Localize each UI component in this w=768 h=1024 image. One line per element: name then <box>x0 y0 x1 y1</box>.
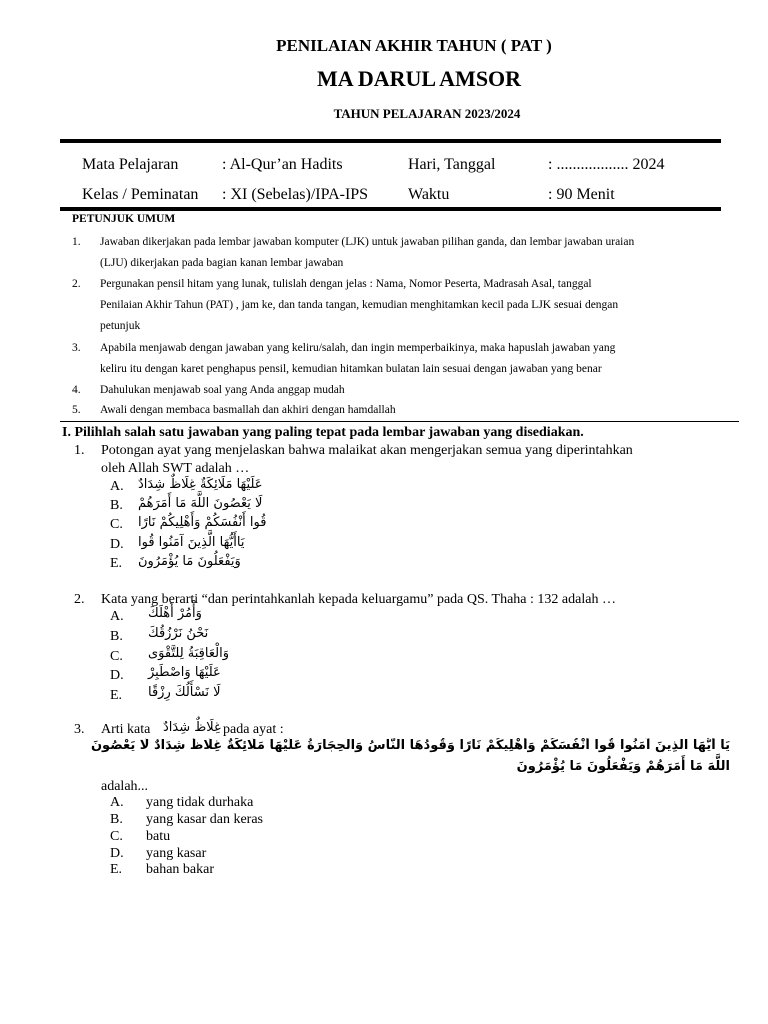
question-number: 1. <box>74 443 85 458</box>
question-number: 2. <box>74 592 85 607</box>
subject-value: : Al-Qur’an Hadits <box>222 156 343 173</box>
option-letter: E. <box>110 556 123 571</box>
school-name: MA DARUL AMSOR <box>316 66 522 91</box>
question-text: Potongan ayat yang menjelaskan bahwa malaikat akan mengerjakan semua yang diperintahkan <box>101 443 633 458</box>
instruction-number: 4. <box>72 384 81 396</box>
instructions-title: PETUNJUK UMUM <box>72 213 176 225</box>
instruction-line: petunjuk <box>100 320 141 332</box>
date-value: : .................. 2024 <box>548 156 665 173</box>
option-arabic[interactable]: عَلَيْهَا مَلَائِكَةٌ غِلَاظٌ شِدَادٌ <box>138 477 263 492</box>
question-arabic-word: غِلَاظٌ شِدَادٌ <box>163 720 221 735</box>
academic-year: TAHUN PELAJARAN 2023/2024 <box>333 106 521 121</box>
option-letter: E. <box>110 688 123 703</box>
question-text: Arti kata <box>101 722 151 737</box>
question-text: Kata yang berarti “dan perintahkanlah kepada keluargamu” pada QS. Thaha : 132 adalah … <box>101 592 616 607</box>
exam-title: PENILAIAN AKHIR TAHUN ( PAT ) <box>276 36 552 55</box>
question-number: 3. <box>74 722 85 737</box>
option-letter: C. <box>110 517 123 532</box>
option-arabic[interactable]: لَا يَعْصُونَ اللَّهَ مَا أَمَرَهُمْ <box>138 496 263 511</box>
instruction-line: Dahulukan menjawab soal yang Anda anggap mudah <box>100 384 345 396</box>
instruction-line: keliru itu dengan karet penghapus pensil, kemudian hitamkan bulatan lain sesuai dengan jawaban yang benar <box>100 363 602 375</box>
option-letter: D. <box>110 846 124 861</box>
option-text[interactable]: yang kasar <box>146 846 207 861</box>
section-heading: I. Pilihlah salah satu jawaban yang paling tepat pada lembar jawaban yang disediakan. <box>62 425 584 440</box>
instructions-divider <box>60 421 739 422</box>
time-label: Waktu <box>408 186 450 203</box>
option-arabic[interactable]: نَحْنُ نَرْزُقُكَ <box>148 626 209 641</box>
instruction-line: Pergunakan pensil hitam yang lunak, tulislah dengan jelas : Nama, Nomor Peserta, Madrasah Asal, tanggal <box>100 278 592 290</box>
option-letter: C. <box>110 829 123 844</box>
option-letter: D. <box>110 537 124 552</box>
option-arabic[interactable]: وَأْمُرْ أَهْلَكَ <box>148 606 202 621</box>
ayat-text: يَا أَيُّهَا الَّذِينَ آمَنُوا قُوا أَنْفُسَكُمْ وَأَهْلِيكُمْ نَارًا وَقُودُهَا النَّاسُ وَالْحِجَارَةُ عَلَيْهَا مَلَائِكَةٌ غِلَاظٌ شِدَادٌ لَا يَعْصُونَ <box>90 738 730 753</box>
header-divider <box>60 139 721 143</box>
option-letter: C. <box>110 649 123 664</box>
option-letter: A. <box>110 479 124 494</box>
question-text: pada ayat : <box>223 722 284 737</box>
class-label: Kelas / Peminatan <box>82 186 199 203</box>
option-letter: A. <box>110 795 124 810</box>
class-value: : XI (Sebelas)/IPA-IPS <box>222 186 369 203</box>
question-text: oleh Allah SWT adalah … <box>101 461 250 476</box>
instruction-line: Awali dengan membaca basmallah dan akhiri dengan hamdallah <box>100 404 396 416</box>
time-value: : 90 Menit <box>548 186 615 203</box>
option-text[interactable]: batu <box>146 829 171 844</box>
option-letter: B. <box>110 629 123 644</box>
instruction-number: 2. <box>72 278 81 290</box>
option-arabic[interactable]: وَالْعَاقِبَةُ لِلتَّقْوَى <box>148 646 229 661</box>
option-arabic[interactable]: يَاأَيُّهَا الَّذِينَ آمَنُوا قُوا <box>138 535 245 550</box>
ayat-text: اللَّهَ مَا أَمَرَهُمْ وَيَفْعَلُونَ مَا يُؤْمَرُونَ <box>516 759 730 774</box>
option-arabic[interactable]: عَلَيْهَا وَاصْطَبِرْ <box>148 665 221 680</box>
option-arabic[interactable]: قُوا أَنْفُسَكُمْ وَأَهْلِيكُمْ نَارًا <box>138 515 267 530</box>
instruction-line: Jawaban dikerjakan pada lembar jawaban komputer (LJK) untuk jawaban pilihan ganda, dan lembar jawaban uraian <box>100 236 635 248</box>
option-arabic[interactable]: وَيَفْعَلُونَ مَا يُؤْمَرُونَ <box>138 554 241 569</box>
instruction-number: 1. <box>72 236 81 248</box>
option-letter: D. <box>110 668 124 683</box>
date-label: Hari, Tanggal <box>408 156 496 173</box>
option-letter: B. <box>110 498 123 513</box>
instruction-line: Apabila menjawab dengan jawaban yang keliru/salah, dan ingin memperbaikinya, maka hapuslah jawaban yang <box>100 342 616 354</box>
option-text[interactable]: yang tidak durhaka <box>146 795 254 810</box>
option-letter: E. <box>110 862 123 877</box>
info-divider <box>60 207 721 211</box>
instruction-number: 5. <box>72 404 81 416</box>
instruction-line: Penilaian Akhir Tahun (PAT) , jam ke, dan tanda tangan, kemudian menghitamkan kecil pada LJK sesuai dengan <box>100 299 619 311</box>
option-letter: A. <box>110 609 124 624</box>
instruction-number: 3. <box>72 342 81 354</box>
option-letter: B. <box>110 812 123 827</box>
subject-label: Mata Pelajaran <box>82 156 179 173</box>
option-text[interactable]: yang kasar dan keras <box>146 812 264 827</box>
question-text: adalah... <box>101 779 149 794</box>
instruction-line: (LJU) dikerjakan pada bagian kanan lembar jawaban <box>100 257 344 269</box>
option-text[interactable]: bahan bakar <box>146 862 215 877</box>
option-arabic[interactable]: لَا نَسْأَلُكَ رِزْقًا <box>148 685 221 700</box>
